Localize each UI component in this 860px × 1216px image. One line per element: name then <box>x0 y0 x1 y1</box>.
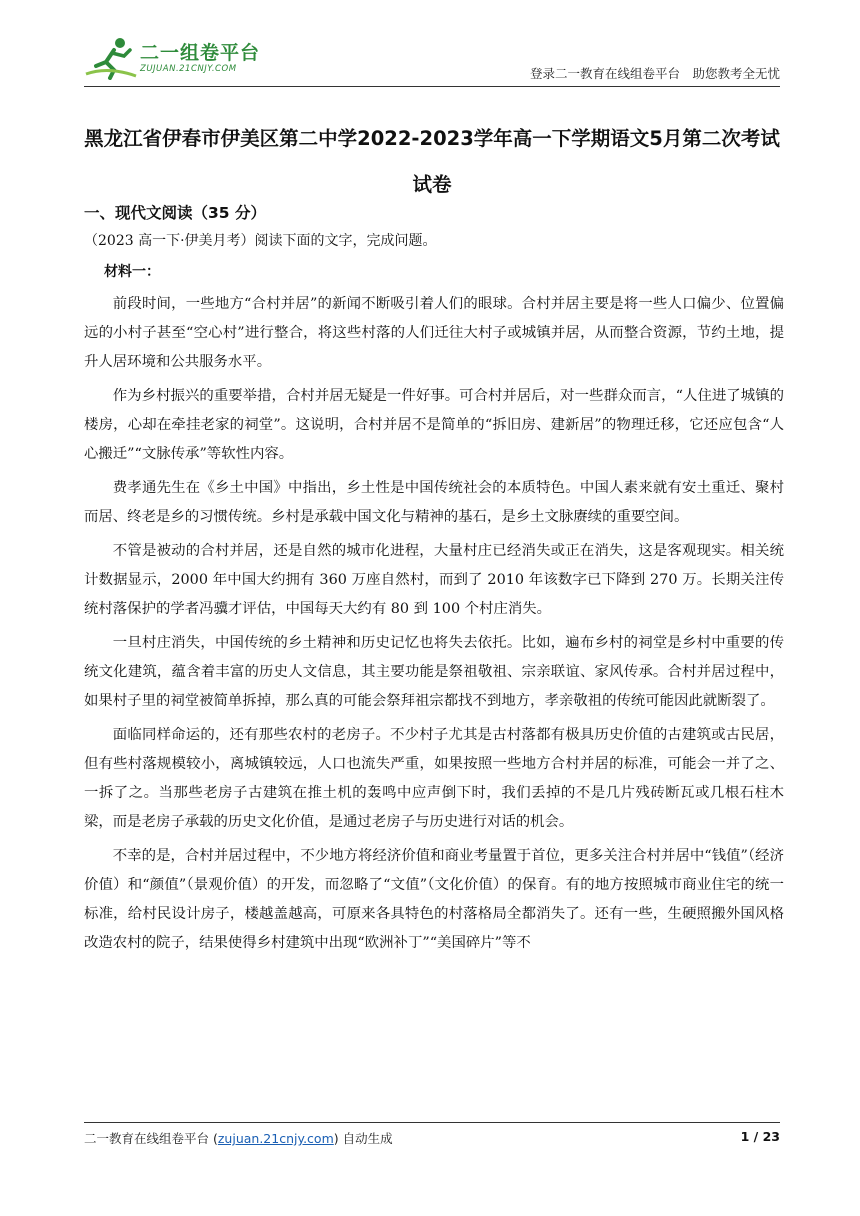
paragraph: 一旦村庄消失，中国传统的乡土精神和历史记忆也将失去依托。比如，遍布乡村的祠堂是乡村中重要的传统文化建筑，蕴含着丰富的历史人文信息，其主要功能是祭祖敬祖、宗亲联谊、家风传承。合村并居过程中，如果村子里的祠堂被简单拆掉，那么真的可能会祭拜祖宗都找不到地方，孝亲敬祖的传统可能因此就断裂了。 <box>84 635 784 709</box>
material-label: 材料一： <box>104 264 160 280</box>
page-number: 1 / 23 <box>740 1129 780 1144</box>
section-heading: 一、现代文阅读（35 分） <box>84 204 266 222</box>
question-source: （2023 高一下·伊美月考）阅读下面的文字，完成问题。 <box>84 233 437 249</box>
page-header <box>84 30 780 87</box>
footer-suffix: ) 自动生成 <box>333 1131 393 1146</box>
paragraph: 前段时间，一些地方“合村并居”的新闻不断吸引着人们的眼球。合村并居主要是将一些人口偏少、位置偏远的小村子甚至“空心村”进行整合，将这些村落的人们迁往大村子或城镇并居，从而整合资源，节约土地，提升人居环境和公共服务水平。 <box>84 296 784 370</box>
platform-logo[interactable] <box>84 36 274 80</box>
paragraph: 不管是被动的合村并居，还是自然的城市化进程，大量村庄已经消失或正在消失，这是客观现实。相关统计数据显示，2000 年中国大约拥有 360 万座自然村，而到了 2010 年该数字已下降到 270 万。长期关注传统村落保护的学者冯骥才评估，中国每天大约有 80 到 100 个村庄消失。 <box>84 543 784 617</box>
footer-link[interactable]: zujuan.21cnjy.com <box>217 1131 334 1146</box>
paragraph: 费孝通先生在《乡土中国》中指出，乡土性是中国传统社会的本质特色。中国人素来就有安土重迁、聚村而居、终老是乡的习惯传统。乡村是承载中国文化与精神的基石，是乡土文脉赓续的重要空间。 <box>84 480 784 525</box>
footer-note <box>84 1129 393 1147</box>
header-slogan[interactable]: 登录二一教育在线组卷平台 助您教考全无忧 <box>529 66 780 81</box>
logo-subtitle: ZUJUAN.21CNJY.COM <box>140 64 237 74</box>
paragraph: 面临同样命运的，还有那些农村的老房子。不少村子尤其是古村落都有极具历史价值的古建筑或古民居，但有些村落规模较小，离城镇较远，人口也流失严重，如果按照一些地方合村并居的标准，可能会一并了之、一拆了之。当那些老房子古建筑在推土机的轰鸣中应声倒下时，我们丢掉的不是几片残砖断瓦或几根石柱木梁，而是老房子承载的历史文化价值，是通过老房子与历史进行对话的机会。 <box>84 727 784 830</box>
runner-logo-icon <box>84 36 138 80</box>
document-body <box>84 198 784 963</box>
page-footer <box>84 1122 780 1153</box>
paragraph: 不幸的是，合村并居过程中，不少地方将经济价值和商业考量置于首位，更多关注合村并居中“钱值”（经济价值）和“颜值”（景观价值）的开发，而忽略了“文值”（文化价值）的保育。有的地方按照城市商业住宅的统一标准，给村民设计房子，楼越盖越高，可原来各具特色的村落格局全都消失了。还有一些，生硬照搬外国风格改造农村的院子，结果使得乡村建筑中出现“欧洲补丁”“美国碎片”等不 <box>84 848 784 951</box>
exam-title: 黑龙江省伊春市伊美区第二中学2022-2023学年高一下学期语文5月第二次考试试卷 <box>84 127 780 196</box>
paragraph: 作为乡村振兴的重要举措，合村并居无疑是一件好事。可合村并居后，对一些群众而言，“人住进了城镇的楼房，心却在牵挂老家的祠堂”。这说明，合村并居不是简单的“拆旧房、建新居”的物理迁移，它还应包含“人心搬迁”“文脉传承”等软性内容。 <box>84 388 784 462</box>
logo-title: 二一组卷平台 <box>140 42 261 64</box>
footer-prefix: 二一教育在线组卷平台 ( <box>84 1131 218 1146</box>
